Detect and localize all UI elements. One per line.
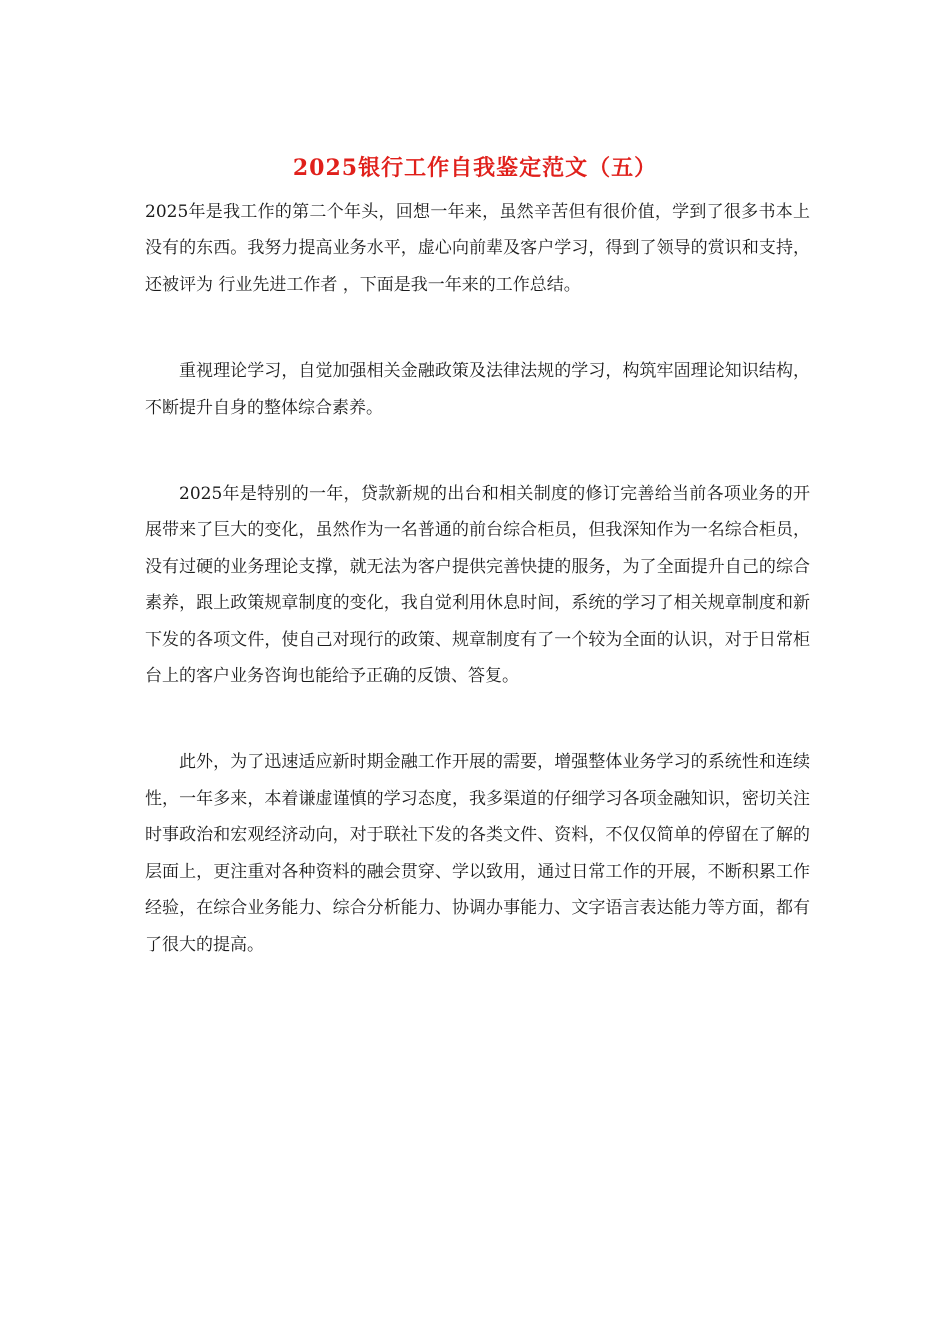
document-title: 2025银行工作自我鉴定范文（五） [292, 155, 658, 181]
paragraph-intro: 2025年是我工作的第二个年头，回想一年来，虽然辛苦但有很价值，学到了很多书本上没有的东西。我努力提高业务水平，虚心向前辈及客户学习，得到了领导的赏识和支持，还被评为 行业先进工作者 ，下面是我一年来的工作总结。 [145, 202, 810, 295]
paragraph-continuous-learning: 此外，为了迅速适应新时期金融工作开展的需要，增强整体业务学习的系统性和连续性，一年多来，本着谦虚谨慎的学习态度，我多渠道的仔细学习各项金融知识，密切关注时事政治和宏观经济动向，对于联社下发的各类文件、资料，不仅仅简单的停留在了解的层面上，更注重对各种资料的融会贯穿、学以致用，通过日常工作的开展，不断积累工作经验，在综合业务能力、综合分析能力、协调办事能力、文字语言表达能力等方面，都有了很大的提高。 [145, 752, 810, 955]
paragraph-theory-study: 重视理论学习，自觉加强相关金融政策及法律法规的学习，构筑牢固理论知识结构，不断提升自身的整体综合素养。 [145, 361, 810, 418]
paragraph-regulations: 2025年是特别的一年，贷款新规的出台和相关制度的修订完善给当前各项业务的开展带来了巨大的变化，虽然作为一名普通的前台综合柜员，但我深知作为一名综合柜员，没有过硬的业务理论支撑，就无法为客户提供完善快捷的服务，为了全面提升自己的综合素养，跟上政策规章制度的变化，我自觉利用休息时间，系统的学习了相关规章制度和新下发的各项文件，使自己对现行的政策、规章制度有了一个较为全面的认识，对于日常柜台上的客户业务咨询也能给予正确的反馈、答复。 [145, 484, 810, 687]
document-body [145, 194, 810, 963]
